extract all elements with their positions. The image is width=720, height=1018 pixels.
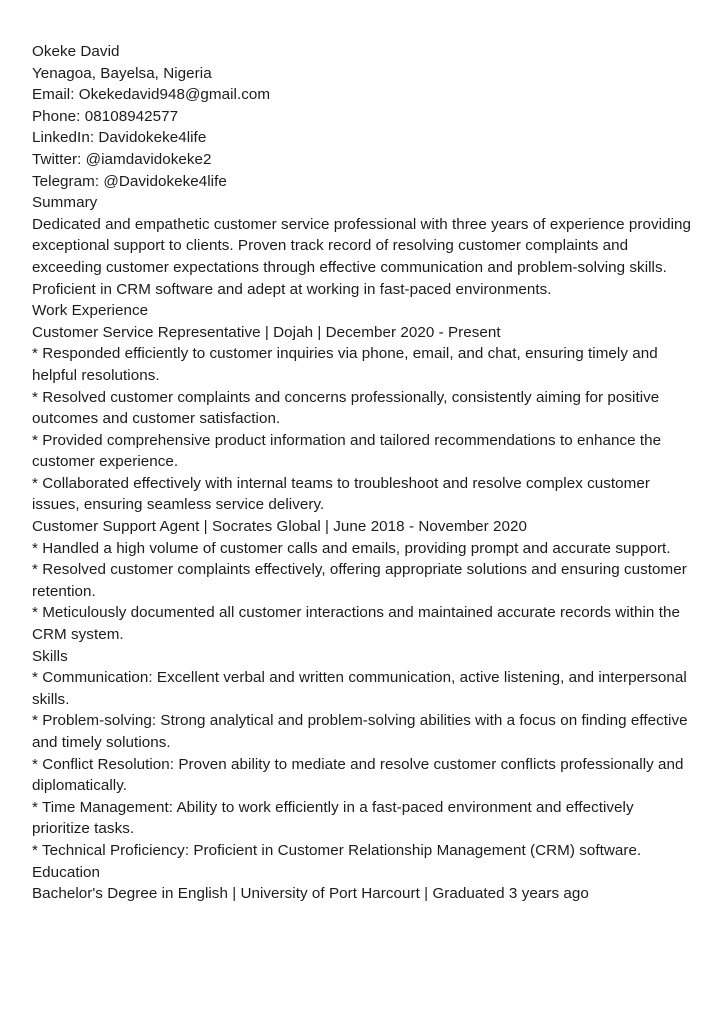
job-entry (32, 516, 692, 646)
contact-telegram: Telegram: @Davidokeke4life (32, 172, 227, 190)
contact-name: Okeke David (32, 43, 120, 60)
summary-text: Dedicated and empathetic customer service professional with three years of experience providing exceptional support to clients. Proven track record of resolving customer complaints and exceeding customer expectations through effective communication and problem-solving skills. Proficient in CRM software and adept at working in fast-paced environments. (32, 215, 691, 298)
work-experience-heading: Work Experience (32, 302, 149, 320)
education-section (32, 862, 692, 905)
contact-twitter: Twitter: @iamdavidokeke2 (32, 150, 212, 168)
job-bullet: * Provided comprehensive product information and tailored recommendations to enhance the customer experience. (32, 431, 662, 471)
skill-item: * Technical Proficiency: Proficient in Customer Relationship Management (CRM) software. (32, 841, 642, 859)
job-title: Customer Support Agent | Socrates Global | June 2018 - November 2020 (32, 518, 528, 536)
job-title: Customer Service Representative | Dojah | December 2020 - Present (32, 323, 501, 341)
contact-email: Email: Okekedavid948@gmail.com (32, 86, 271, 104)
skill-item: * Time Management: Ability to work efficiently in a fast-paced environment and effectively prioritize tasks. (32, 798, 634, 838)
resume-document (32, 41, 692, 905)
job-bullet: * Collaborated effectively with internal teams to troubleshoot and resolve complex customer issues, ensuring seamless service delivery. (32, 474, 650, 514)
job-bullet: * Responded efficiently to customer inquiries via phone, email, and chat, ensuring timely and helpful resolutions. (32, 345, 658, 384)
skill-item: * Communication: Excellent verbal and written communication, active listening, and interpersonal skills. (32, 669, 687, 708)
skills-heading: Skills (32, 647, 68, 665)
job-bullet: * Handled a high volume of customer calls and emails, providing prompt and accurate support. (32, 539, 671, 557)
work-experience-section (32, 300, 692, 646)
skill-item: * Conflict Resolution: Proven ability to mediate and resolve customer conflicts professionally and diplomatically. (32, 755, 684, 795)
job-bullet: * Meticulously documented all customer interactions and maintained accurate records within the CRM system. (32, 604, 680, 644)
job-bullet: * Resolved customer complaints effectively, offering appropriate solutions and ensuring customer retention. (32, 561, 687, 600)
contact-linkedin: LinkedIn: Davidokeke4life (32, 129, 207, 147)
contact-phone: Phone: 08108942577 (32, 107, 179, 125)
summary-heading: Summary (32, 194, 98, 212)
education-entry: Bachelor's Degree in English | University of Port Harcourt | Graduated 3 years ago (32, 885, 589, 903)
job-entry (32, 322, 692, 516)
contact-location: Yenagoa, Bayelsa, Nigeria (32, 64, 212, 82)
job-bullet: * Resolved customer complaints and concerns professionally, consistently aiming for positive outcomes and customer satisfaction. (32, 388, 660, 428)
skill-item: * Problem-solving: Strong analytical and problem-solving abilities with a focus on finding effective and timely solutions. (32, 712, 688, 751)
skills-section (32, 646, 692, 862)
education-heading: Education (32, 863, 101, 881)
summary-section (32, 192, 692, 300)
contact-block (32, 41, 692, 192)
